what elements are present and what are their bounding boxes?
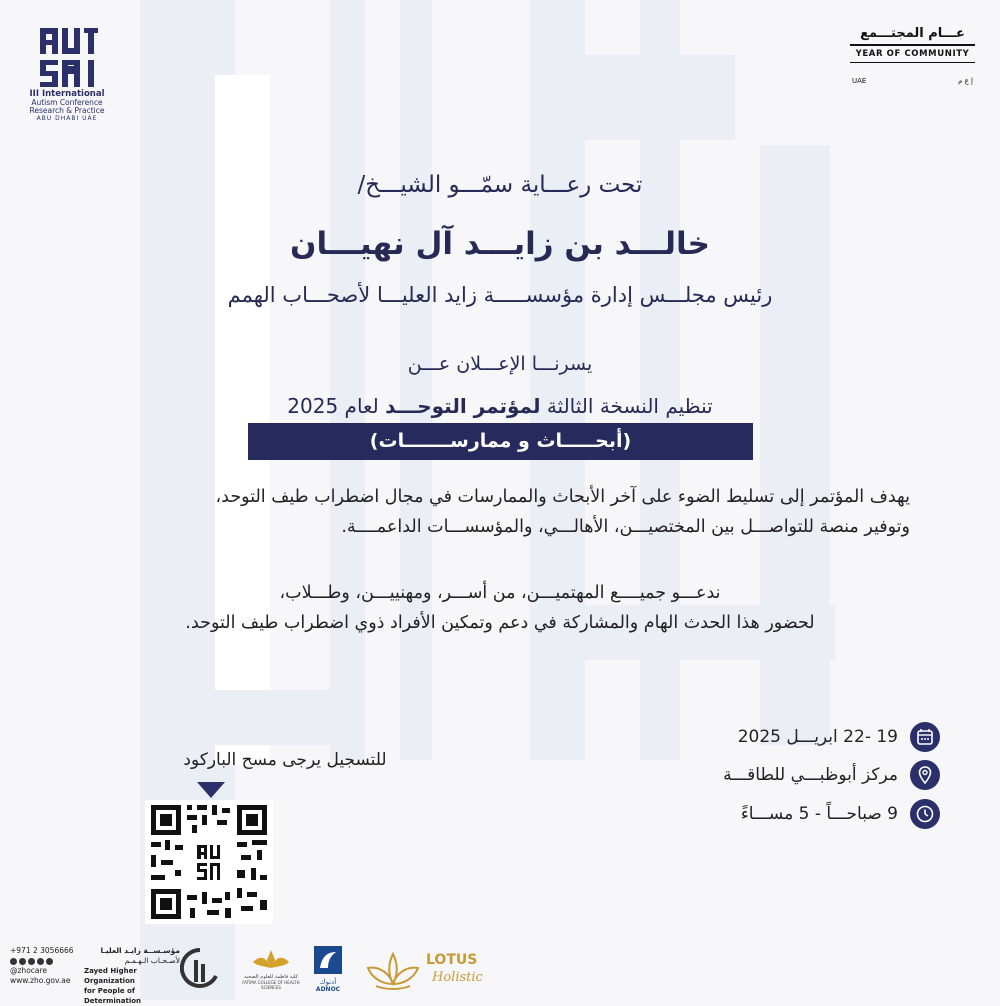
patron-name: خالـــد بن زايـــد آل نهيـــان [290,226,710,262]
conference-theme-banner: (أبحـــــاث و ممارســـــــات) [248,423,753,460]
event-time-row [690,797,940,831]
fatima-arabic: كلية فاطمة للعلوم الصحية [243,974,299,980]
zho-arabic-1: مؤسـســة زايـد العليـا [100,946,180,955]
invite-line-1: ندعـــو جميــــع المهتميـــن، من أســـر، ومهنييـــن، وطـــلاب، [279,583,721,603]
patron-title: رئيس مجلـــس إدارة مؤسســـــة زايد العليـــا لأصحـــاب الهمم [227,283,773,307]
adnoc-english: ADNOC [315,986,341,993]
zho-arabic-2: لأصـحـاب الـهـمـم [124,956,180,965]
zho-logo-text [84,946,180,1006]
x-icon [19,958,26,965]
logo-caption-line1: III International [29,89,105,99]
year-of-community-logo [850,26,975,85]
announce-conference [0,394,1000,418]
logo-caption-line4: ABU DHABI UAE [36,114,98,122]
fatima-college-logo [240,948,302,990]
down-arrow-icon [197,782,225,798]
contact-website[interactable]: www.zho.gov.ae [10,976,71,985]
invite-line-2: لحضور هذا الحدث الهام والمشاركة في دعم وتمكين الأفراد ذوي اضطراب طيف التوحد. [185,613,815,633]
instagram-icon [10,958,17,965]
lotus-holistic-logo [362,950,497,994]
adnoc-logo [310,946,346,993]
registration-label: للتسجيل يرجى مسح الباركود [183,750,387,770]
event-location: مركز أبوظبـــي للطاقـــة [723,765,898,785]
announce-year: لعام 2025 [287,394,386,418]
clock-icon [910,799,940,829]
invitation-paragraph [60,578,940,638]
zho-logo-icon [180,946,220,994]
conference-name: لمؤتمر التوحـــد [385,394,541,418]
announce-intro: يسرنـــا الإعـــلان عـــن [407,353,593,375]
goal-line-2: وتوفير منصة للتواصـــل بين المختصيـــن، الأهالـــي، والمؤسســـات الداعمــــة. [341,517,910,537]
divider [850,44,975,46]
social-icons [10,958,82,965]
zho-english-1: Zayed Higher Organization [84,967,137,985]
autism-conference-logo [26,24,108,122]
zho-english-2: for People of Determination [84,987,142,1005]
event-date-row [690,720,940,754]
adnoc-arabic: أدنوك [319,978,337,986]
announce-text-a: تنظيم النسخة الثالثة [540,394,713,418]
contact-info [10,946,82,987]
bg-stripe [400,0,432,760]
yoc-arabic-abbr: إ ع ﻡ [958,77,973,85]
year-of-community-english: YEAR OF COMMUNITY [855,48,970,59]
goal-line-1: يهدف المؤتمر إلى تسليط الضوء على آخر الأبحاث والممارسات في مجال اضطراب طيف التوحد، [215,487,910,507]
holistic-word: Holistic [432,970,483,985]
facebook-icon [28,958,35,965]
autism-logo-mark [40,24,98,90]
location-pin-icon [910,760,940,790]
goal-paragraph [80,482,910,542]
fatima-english: FATIMA COLLEGE OF HEALTH SCIENCES [242,980,300,990]
logo-caption-line2: Autism Conference [31,97,103,107]
patronage-intro: تحت رعـــاية سمّـــو الشيـــخ/ [357,172,643,198]
linkedin-icon [46,958,53,965]
bg-stripe [140,690,360,745]
bg-stripe [330,0,365,760]
calendar-icon [910,722,940,752]
contact-handle: @zhocare [10,965,48,975]
year-of-community-arabic: عـــام المجتـــمع [860,26,965,41]
registration-qr-code[interactable] [145,800,273,924]
youtube-icon [37,958,44,965]
lotus-word: LOTUS [426,952,478,968]
footer-sponsors [0,940,1000,1005]
event-location-row [690,758,940,792]
contact-phone: +971 2 3056666 [10,946,74,955]
divider [850,62,975,64]
yoc-uae: UAE [852,77,867,85]
event-date: 19 -22 ابريـــل 2025 [737,727,898,747]
event-time: 9 صباحـــاً - 5 مســـاءً [740,804,898,824]
logo-caption-line3: Research & Practice [29,105,105,115]
